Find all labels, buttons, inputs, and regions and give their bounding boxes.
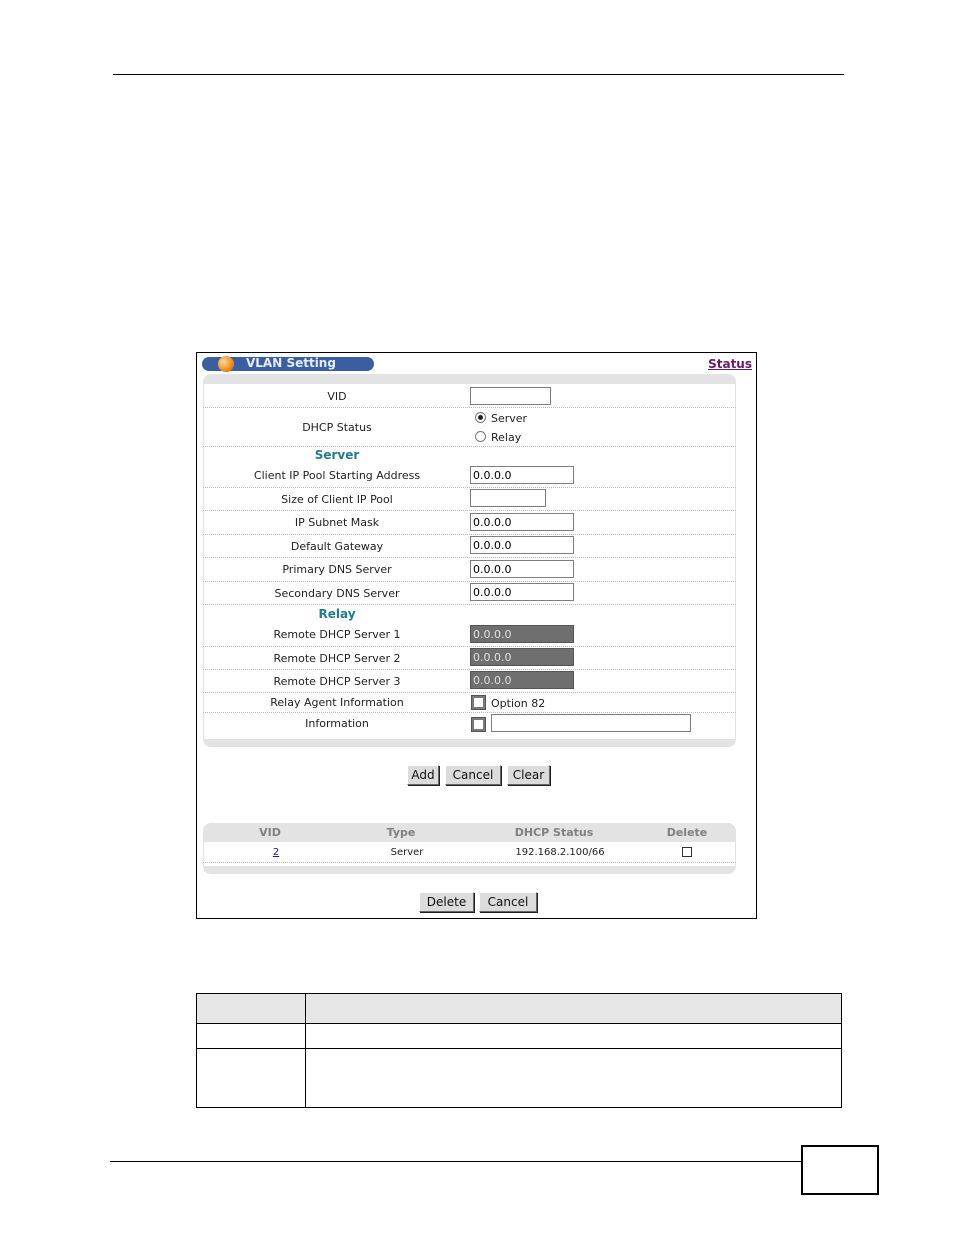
- clear-button[interactable]: Clear: [507, 765, 550, 785]
- remote-dhcp-server-1-label: Remote DHCP Server 1: [273, 628, 401, 641]
- delete-button[interactable]: Delete: [419, 892, 474, 912]
- vid-input[interactable]: [470, 387, 551, 405]
- title-bar: [202, 357, 374, 371]
- page-number-box: [801, 1145, 879, 1195]
- ip-subnet-mask-input[interactable]: [470, 513, 574, 531]
- row-dhcp-status: 192.168.2.100/66: [515, 847, 605, 858]
- add-button[interactable]: Add: [407, 765, 439, 785]
- primary-dns-input[interactable]: [470, 560, 574, 578]
- description-table: [196, 993, 842, 1108]
- window-title: VLAN Setting: [246, 356, 336, 370]
- relay-agent-info-label: Relay Agent Information: [270, 696, 404, 709]
- remote-dhcp-server-1-input[interactable]: [470, 625, 574, 643]
- secondary-dns-input[interactable]: [470, 583, 574, 601]
- col-header-dhcp-status: DHCP Status: [514, 826, 594, 839]
- remote-dhcp-server-3-label: Remote DHCP Server 3: [273, 675, 401, 688]
- information-checkbox[interactable]: [471, 717, 486, 732]
- table-row1-left-cell: [196, 1023, 306, 1049]
- col-header-delete: Delete: [666, 826, 708, 839]
- dhcp-server-label: Server: [491, 412, 528, 425]
- client-ip-pool-start-input[interactable]: [470, 466, 574, 484]
- client-ip-pool-size-input[interactable]: [470, 489, 546, 507]
- information-input[interactable]: [491, 714, 691, 732]
- dhcp-relay-radio[interactable]: [475, 431, 486, 442]
- vlan-setting-screen: [196, 352, 757, 919]
- table-row: [203, 843, 736, 863]
- cancel-button[interactable]: Cancel: [445, 765, 501, 785]
- vid-label: VID: [327, 390, 347, 403]
- col-header-type: Type: [386, 826, 416, 839]
- ip-subnet-mask-label: IP Subnet Mask: [294, 516, 380, 529]
- remote-dhcp-server-2-input[interactable]: [470, 648, 574, 666]
- table-row2-right-cell: [305, 1048, 842, 1108]
- page-footer-rule: [110, 1161, 801, 1162]
- table-row1-right-cell: [305, 1023, 842, 1049]
- table-header-left-cell: [196, 993, 306, 1024]
- client-ip-pool-size-label: Size of Client IP Pool: [281, 493, 393, 506]
- page-header-rule: [113, 74, 844, 75]
- status-link[interactable]: Status: [708, 357, 752, 371]
- dhcp-status-row: [203, 408, 736, 447]
- table-row2-left-cell: [196, 1048, 306, 1108]
- option82-label: Option 82: [491, 697, 546, 710]
- title-orb-icon: [218, 356, 234, 372]
- row-vid-link[interactable]: 2: [272, 847, 280, 858]
- default-gateway-input[interactable]: [470, 536, 574, 554]
- secondary-dns-label: Secondary DNS Server: [274, 587, 400, 600]
- remote-dhcp-server-2-label: Remote DHCP Server 2: [273, 652, 401, 665]
- default-gateway-label: Default Gateway: [290, 540, 384, 553]
- dhcp-status-label: DHCP Status: [302, 421, 372, 434]
- row-type: Server: [390, 847, 424, 858]
- cancel-delete-button[interactable]: Cancel: [479, 892, 537, 912]
- information-label: Information: [305, 717, 369, 730]
- client-ip-pool-start-label: Client IP Pool Starting Address: [253, 469, 421, 482]
- option82-checkbox[interactable]: [471, 695, 486, 710]
- dhcp-relay-label: Relay: [491, 431, 522, 444]
- remote-dhcp-server-3-input[interactable]: [470, 671, 574, 689]
- primary-dns-label: Primary DNS Server: [282, 563, 392, 576]
- col-header-vid: VID: [259, 826, 281, 839]
- dhcp-server-radio[interactable]: [475, 412, 486, 423]
- row-delete-checkbox[interactable]: [682, 847, 692, 857]
- server-section-heading: Server: [314, 448, 360, 462]
- relay-agent-info-row: [203, 693, 736, 713]
- table-header-right-cell: [305, 993, 842, 1024]
- relay-section-heading: Relay: [318, 607, 356, 621]
